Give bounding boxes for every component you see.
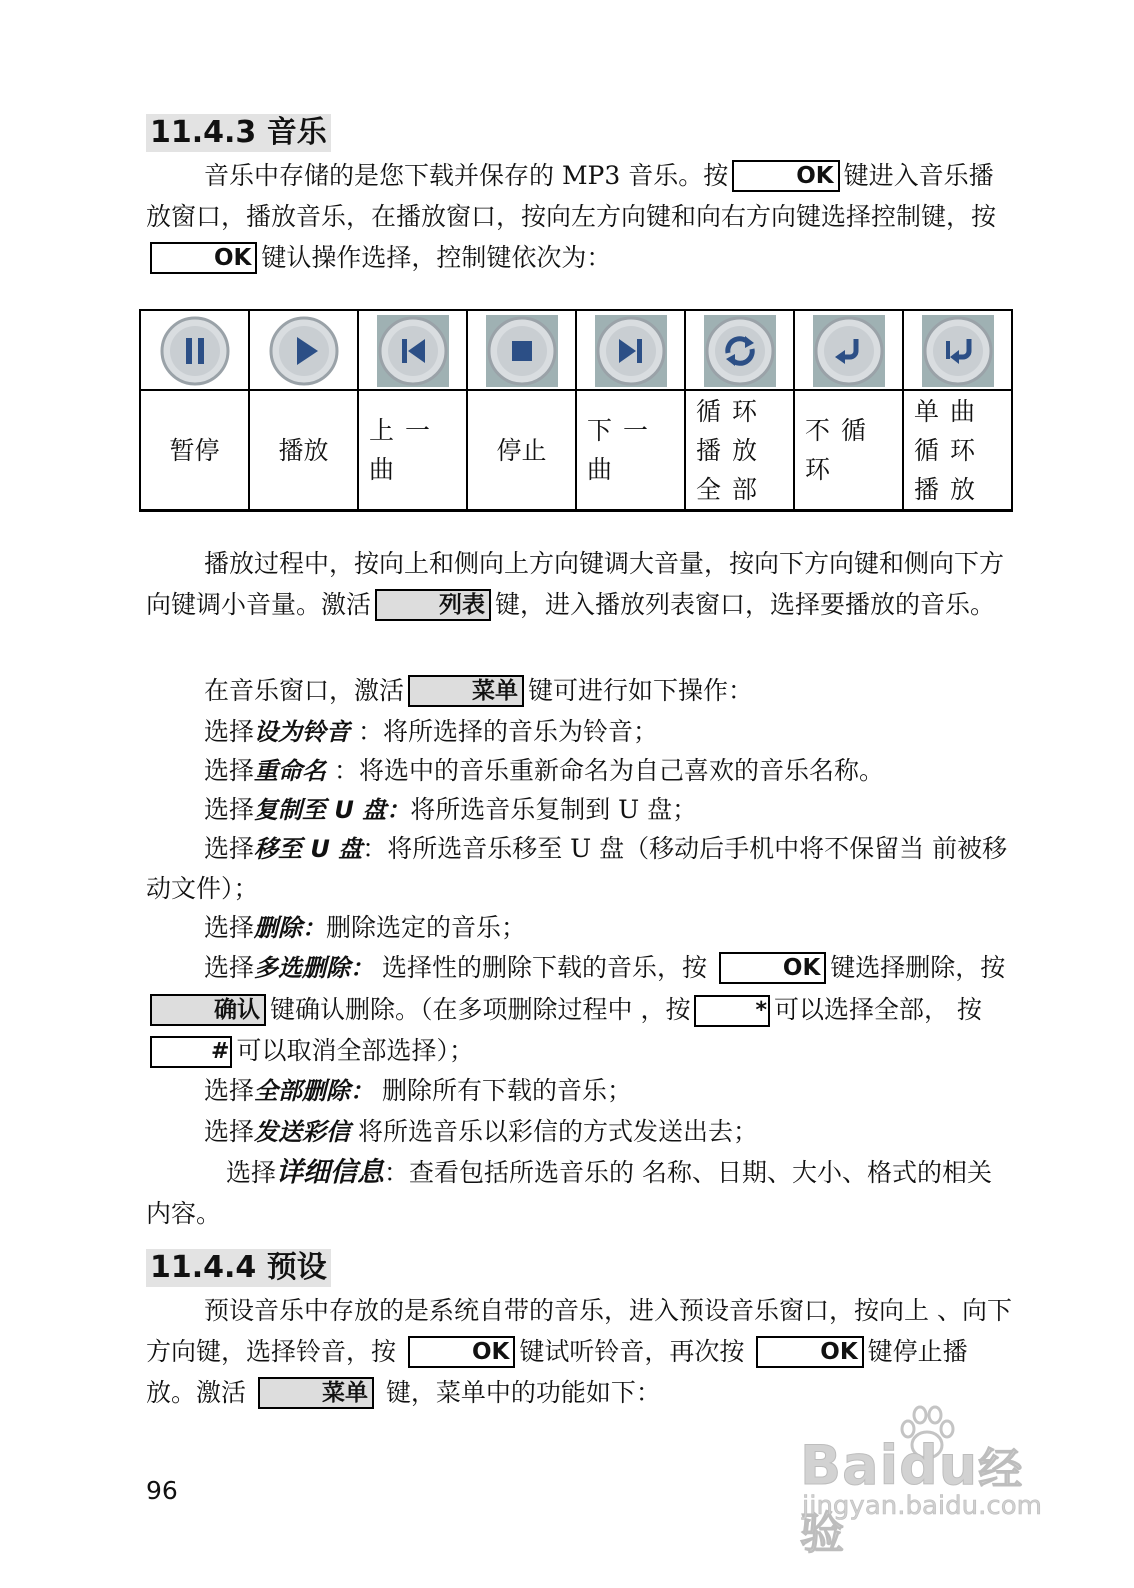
repeat-all-cell xyxy=(685,310,794,390)
option-rename xyxy=(146,750,1016,792)
text: 删除所有下载的音乐； xyxy=(374,1076,632,1105)
text: 选择 xyxy=(204,795,255,824)
previous-cell xyxy=(358,310,467,390)
label-cell xyxy=(140,390,249,511)
option-set-ringtone xyxy=(146,711,1016,753)
text: ：将选中的音乐重新命名为自己喜欢的音乐名称。 xyxy=(326,756,884,785)
text: 可以选择全部， 按 xyxy=(773,995,982,1024)
previous-icon xyxy=(377,315,449,387)
text: 键认操作选择，控制键依次为： xyxy=(261,243,612,272)
star-key: * xyxy=(694,995,770,1027)
repeat-one-icon xyxy=(922,315,994,387)
option-delete xyxy=(146,907,1016,949)
text: 选择 xyxy=(204,756,255,785)
repeat-one-label: 单曲循环播放 xyxy=(914,396,987,504)
text: 键选择删除，按 xyxy=(830,953,1006,982)
stop-label: 停止 xyxy=(496,435,547,465)
option-name: 全部删除： xyxy=(254,1077,375,1105)
text: 选择 xyxy=(204,953,255,982)
section-heading-preset: 11.4.4 预设 xyxy=(146,1249,331,1287)
text: ：将所选择的音乐为铃音； xyxy=(350,717,658,746)
text: 键停止播放。激活 xyxy=(146,1337,968,1407)
repeat-all-icon xyxy=(704,315,776,387)
text: 选择 xyxy=(204,1117,255,1146)
preset-paragraph xyxy=(146,1290,1016,1413)
ok-key: OK xyxy=(150,242,257,274)
play-cell xyxy=(249,310,358,390)
text: 键，菜单中的功能如下： xyxy=(377,1378,661,1407)
option-details xyxy=(146,1152,1016,1234)
option-name: 复制至 U 盘： xyxy=(254,796,411,824)
text: 预设音乐中存放的是系统自带的音乐，进入预设音乐窗口，按向上 、向下方向键，选择铃音，按 xyxy=(146,1296,1012,1366)
text: 可以取消全部选择）； xyxy=(236,1036,474,1065)
page-number: 96 xyxy=(146,1476,178,1505)
text: 选择性的删除下载的音乐，按 xyxy=(374,953,715,982)
ok-key: OK xyxy=(756,1336,863,1368)
ok-key: OK xyxy=(408,1336,515,1368)
label-cell xyxy=(467,390,576,511)
option-delete-all xyxy=(146,1070,1016,1112)
ok-key: OK xyxy=(732,160,839,192)
text: 键试听铃音，再次按 xyxy=(519,1337,753,1366)
option-name: 移至 U 盘 xyxy=(254,835,363,863)
baidu-watermark xyxy=(800,1405,1060,1559)
music-intro-paragraph xyxy=(146,155,1016,278)
text: ：查看包括所选音乐的 名称、日期、大小、格式的相关内容。 xyxy=(146,1158,992,1228)
text: 选择 xyxy=(204,834,255,863)
icon-row xyxy=(140,310,1012,390)
option-copy-to-u-disk xyxy=(146,789,1016,831)
next-icon xyxy=(595,315,667,387)
text: 音乐中存储的是您下载并保存的 MP3 音乐。按 xyxy=(204,161,729,190)
text: 键确认删除。（在多项删除过程中 ，按 xyxy=(270,995,691,1024)
text: 选择 xyxy=(204,717,255,746)
stop-cell xyxy=(467,310,576,390)
option-multi-delete xyxy=(146,947,1016,1071)
menu-key: 菜单 xyxy=(258,1377,374,1409)
option-name: 发送彩信 xyxy=(254,1118,351,1146)
label-cell xyxy=(576,390,685,511)
menu-intro-line xyxy=(146,670,1016,711)
repeat-one-cell xyxy=(903,310,1012,390)
label-cell xyxy=(249,390,358,511)
option-move-to-u-disk xyxy=(146,829,1016,908)
volume-paragraph xyxy=(146,543,1016,625)
ok-key: OK xyxy=(719,952,826,984)
control-keys-table xyxy=(139,309,1013,512)
text: 将所选音乐复制到 U 盘； xyxy=(410,795,698,824)
play-icon xyxy=(268,315,340,387)
pause-cell xyxy=(140,310,249,390)
no-repeat-label: 不循环 xyxy=(805,416,878,484)
option-name: 删除： xyxy=(254,914,327,942)
option-name: 多选删除： xyxy=(254,954,375,982)
label-row xyxy=(140,390,1012,511)
text: 选择 xyxy=(226,1158,277,1187)
label-cell xyxy=(358,390,467,511)
hash-key: # xyxy=(150,1036,232,1068)
text: 键可进行如下操作： xyxy=(528,676,754,705)
logo-text: du xyxy=(899,1434,979,1497)
text: 删除选定的音乐； xyxy=(326,913,527,942)
option-name: 设为铃音 xyxy=(254,718,351,746)
text: 播放过程中，按向上和侧向上方向键调大音量，按向下方向键和侧向下方向键调小音量。激活 xyxy=(146,549,1005,619)
stop-icon xyxy=(486,315,558,387)
repeat-all-label: 循环播放全部 xyxy=(696,396,769,504)
play-label: 播放 xyxy=(278,435,329,465)
logo-text: 经验 xyxy=(800,1444,1024,1559)
no-repeat-icon xyxy=(813,315,885,387)
list-key: 列表 xyxy=(375,589,491,621)
next-label: 下一曲 xyxy=(587,416,660,484)
option-name: 重命名 xyxy=(254,757,327,785)
label-cell xyxy=(794,390,903,511)
text: 在音乐窗口，激活 xyxy=(204,676,405,705)
next-cell xyxy=(576,310,685,390)
text: 键，进入播放列表窗口，选择要播放的音乐。 xyxy=(495,590,996,619)
option-send-mms xyxy=(146,1111,1016,1153)
pause-icon xyxy=(159,315,231,387)
option-name: 详细信息 xyxy=(276,1157,385,1188)
previous-label: 上一曲 xyxy=(369,416,442,484)
section-heading-music: 11.4.3 音乐 xyxy=(146,114,331,152)
text: 键进入音乐播放窗口，播放音乐，在播放窗口，按向左方向键和向右方向键选择控制键，按 xyxy=(146,161,997,231)
pause-label: 暂停 xyxy=(169,435,220,465)
watermark-url: jingyan.baidu.com xyxy=(802,1491,1042,1521)
text: 将所选音乐以彩信的方式发送出去； xyxy=(350,1117,758,1146)
menu-key: 菜单 xyxy=(408,675,524,707)
label-cell xyxy=(903,390,1012,511)
text: ：将所选音乐移至 U 盘（移动后手机中将不保留当 前被移动文件）； xyxy=(146,834,1008,903)
text: 选择 xyxy=(204,913,255,942)
logo-text: Bai xyxy=(800,1434,900,1497)
label-cell xyxy=(685,390,794,511)
text: 选择 xyxy=(204,1076,255,1105)
no-repeat-cell xyxy=(794,310,903,390)
confirm-key: 确认 xyxy=(150,994,266,1026)
